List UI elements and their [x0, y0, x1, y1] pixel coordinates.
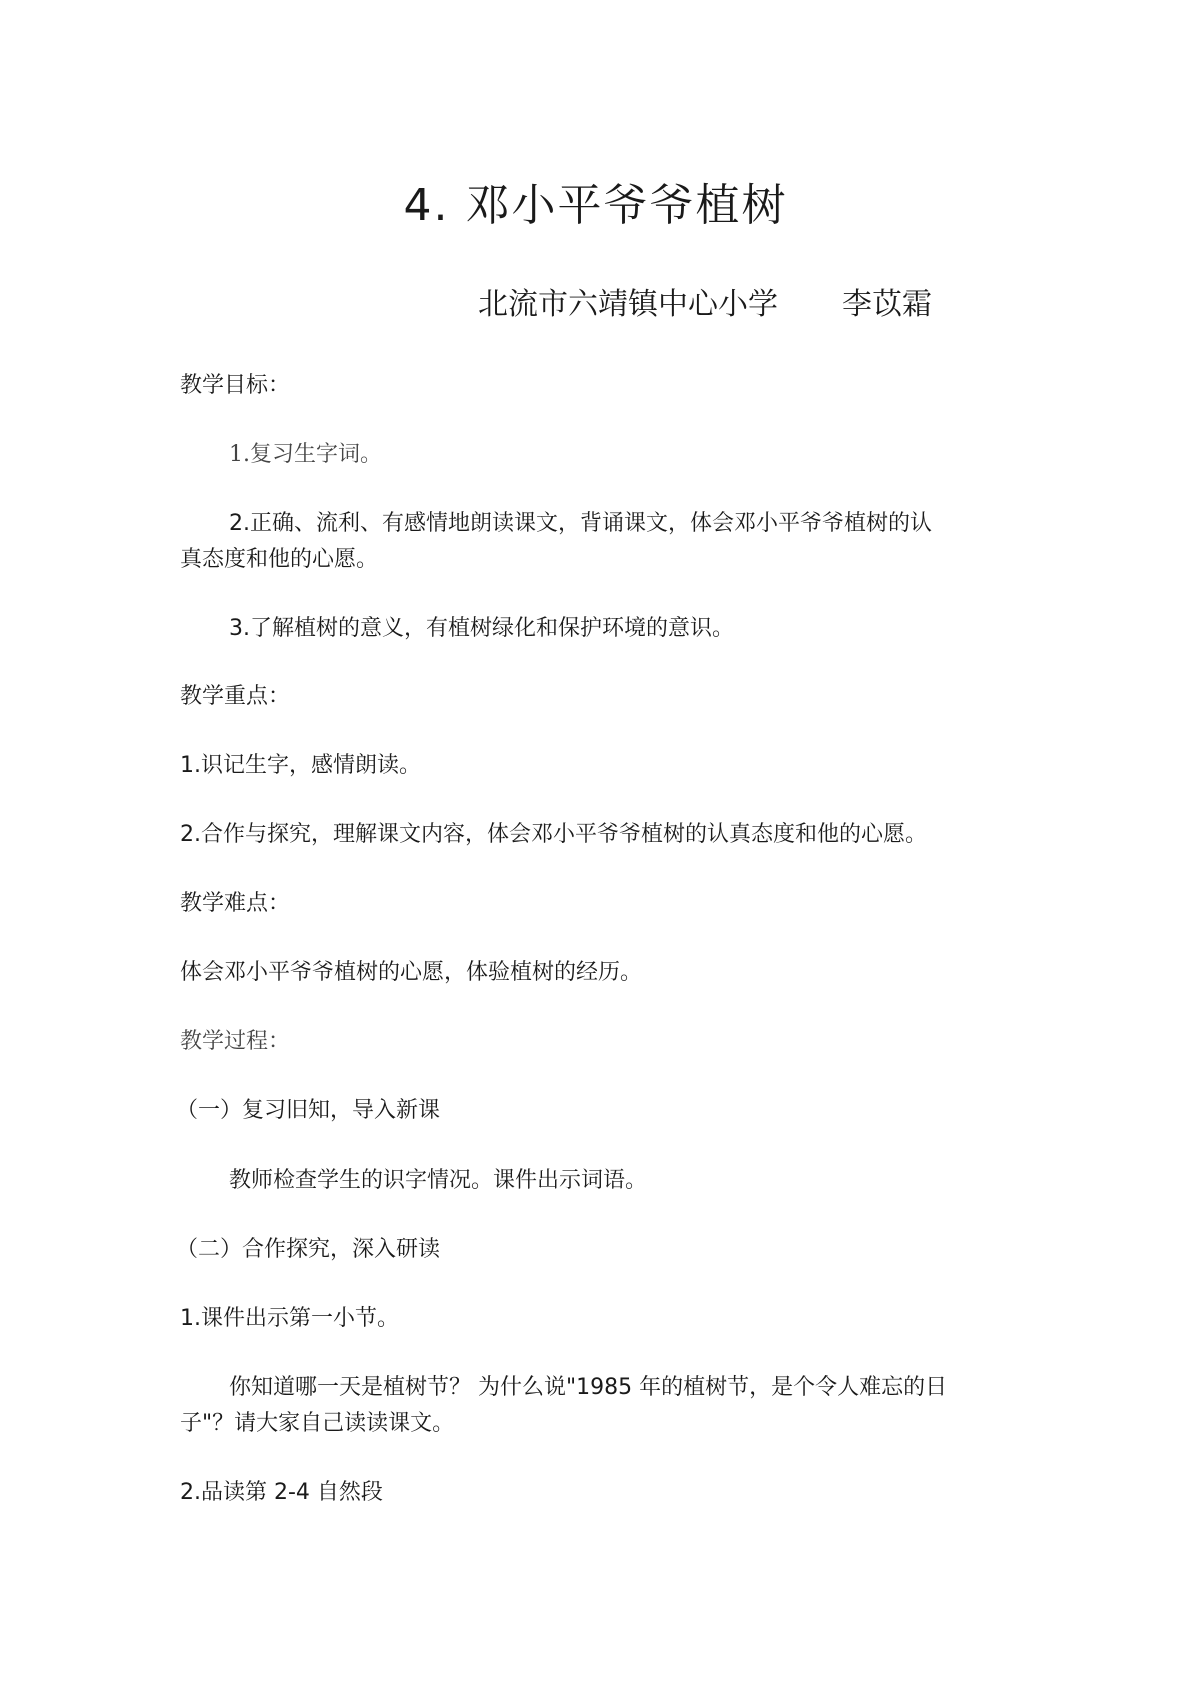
difficulty-heading: 教学难点：	[180, 891, 291, 916]
objective-item: 2.正确、流利、有感情地朗读课文，背诵课文，体会邓小平爷爷植树的认	[229, 511, 932, 536]
step-text-continued: 子"？请大家自己读读课文。	[180, 1411, 455, 1436]
step-item: 2.品读第 2-4 自然段	[180, 1480, 383, 1505]
school-name: 北流市六靖镇中心小学	[478, 287, 778, 322]
objective-item: 3.了解植树的意义，有植树绿化和保护环境的意识。	[229, 616, 734, 641]
section-heading: （二）合作探究，深入研读	[176, 1237, 441, 1262]
author-name: 李苡霜	[842, 287, 932, 322]
step-item: 1.课件出示第一小节。	[180, 1306, 399, 1331]
section-text-content: 教师检查学生的识字情况。课件出示词语。	[229, 1168, 648, 1193]
process-heading: 教学过程：	[180, 1029, 291, 1054]
step-text: 你知道哪一天是植树节？ 为什么说"1985 年的植树节，是个令人难忘的日	[229, 1375, 948, 1400]
key-points-heading: 教学重点：	[180, 684, 291, 709]
objective-item: 1.复习生字词。	[229, 442, 382, 467]
objectives-heading: 教学目标：	[180, 373, 291, 398]
author-line	[478, 285, 932, 325]
section-heading: （一）复习旧知，导入新课	[176, 1098, 441, 1123]
key-point-item: 2.合作与探究，理解课文内容，体会邓小平爷爷植树的认真态度和他的心愿。	[180, 822, 927, 847]
document-title: 4. 邓小平爷爷植树	[403, 180, 788, 231]
objective-item-continued: 真态度和他的心愿。	[180, 547, 379, 572]
section-text	[229, 1164, 1059, 1198]
key-point-item: 1.识记生字，感情朗读。	[180, 753, 421, 778]
difficulty-item: 体会邓小平爷爷植树的心愿，体验植树的经历。	[180, 960, 643, 985]
